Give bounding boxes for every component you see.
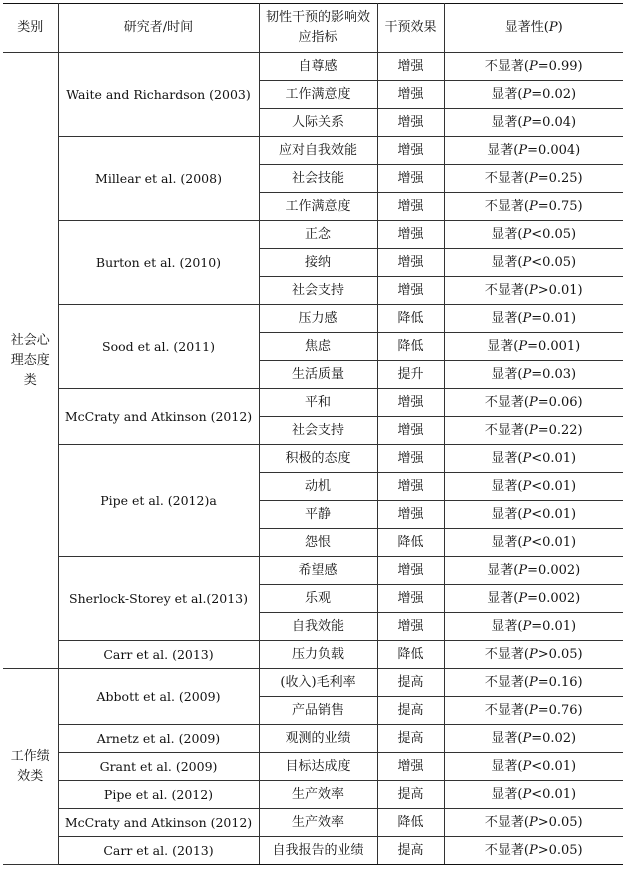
p-variable: P — [522, 226, 532, 242]
effect-cell: 提高 — [377, 669, 444, 697]
effect-cell: 提升 — [377, 361, 444, 389]
p-variable: P — [528, 646, 538, 662]
indicator-cell: 怨恨 — [259, 529, 377, 557]
table-row — [3, 137, 623, 165]
category-cell: 社会心理态度类 — [3, 53, 58, 669]
p-variable: P — [528, 422, 538, 438]
significance-cell: 不显著(P=0.99) — [444, 53, 623, 81]
indicator-cell: 人际关系 — [259, 109, 377, 137]
significance-cell: 显著(P=0.004) — [444, 137, 623, 165]
effect-cell: 降低 — [377, 809, 444, 837]
effect-cell: 增强 — [377, 277, 444, 305]
significance-cell: 不显著(P>0.05) — [444, 809, 623, 837]
p-variable: P — [518, 590, 528, 606]
p-variable: P — [528, 58, 538, 74]
significance-cell: 不显著(P=0.25) — [444, 165, 623, 193]
indicator-cell: 接纳 — [259, 249, 377, 277]
p-variable: P — [522, 478, 532, 494]
significance-cell: 显著(P=0.02) — [444, 725, 623, 753]
study-cell: Grant et al. (2009) — [58, 753, 259, 781]
significance-cell: 显著(P<0.01) — [444, 753, 623, 781]
p-variable: P — [528, 842, 538, 858]
table-row — [3, 641, 623, 669]
study-cell: Sherlock-Storey et al.(2013) — [58, 557, 259, 641]
effect-cell: 提高 — [377, 837, 444, 865]
study-cell: Pipe et al. (2012) — [58, 781, 259, 809]
p-variable: P — [522, 310, 532, 326]
effect-cell: 降低 — [377, 529, 444, 557]
significance-cell: 显著(P<0.01) — [444, 501, 623, 529]
table-row — [3, 445, 623, 473]
indicator-cell: 观测的业绩 — [259, 725, 377, 753]
indicator-cell: 工作满意度 — [259, 193, 377, 221]
indicator-cell: 自尊感 — [259, 53, 377, 81]
effect-cell: 增强 — [377, 193, 444, 221]
effect-cell: 降低 — [377, 305, 444, 333]
indicator-cell: 焦虑 — [259, 333, 377, 361]
significance-cell: 显著(P=0.02) — [444, 81, 623, 109]
p-variable: P — [522, 506, 532, 522]
category-cell: 工作绩效类 — [3, 669, 58, 865]
effect-cell: 增强 — [377, 473, 444, 501]
header-indicator: 韧性干预的影响效应指标 — [259, 4, 377, 53]
p-variable: P — [522, 786, 532, 802]
effect-cell: 提高 — [377, 781, 444, 809]
indicator-cell: 动机 — [259, 473, 377, 501]
p-variable: P — [528, 394, 538, 410]
table-row — [3, 389, 623, 417]
indicator-cell: 压力负载 — [259, 641, 377, 669]
effect-cell: 增强 — [377, 81, 444, 109]
indicator-cell: 平和 — [259, 389, 377, 417]
effect-cell: 提高 — [377, 697, 444, 725]
study-cell: Sood et al. (2011) — [58, 305, 259, 389]
study-cell: Carr et al. (2013) — [58, 641, 259, 669]
indicator-cell: 社会支持 — [259, 417, 377, 445]
p-variable: P — [522, 114, 532, 130]
table-row — [3, 221, 623, 249]
significance-cell: 不显著(P>0.05) — [444, 641, 623, 669]
indicator-cell: 工作满意度 — [259, 81, 377, 109]
significance-cell: 显著(P<0.01) — [444, 445, 623, 473]
effect-cell: 增强 — [377, 109, 444, 137]
significance-cell: 不显著(P>0.01) — [444, 277, 623, 305]
study-cell: Abbott et al. (2009) — [58, 669, 259, 725]
significance-cell: 显著(P<0.05) — [444, 249, 623, 277]
p-variable: P — [518, 338, 528, 354]
effect-cell: 降低 — [377, 333, 444, 361]
table-row — [3, 753, 623, 781]
significance-cell: 显著(P<0.01) — [444, 529, 623, 557]
effect-cell: 增强 — [377, 165, 444, 193]
significance-cell: 显著(P<0.01) — [444, 781, 623, 809]
effect-cell: 增强 — [377, 613, 444, 641]
table-row — [3, 53, 623, 81]
effect-cell: 增强 — [377, 501, 444, 529]
indicator-cell: 平静 — [259, 501, 377, 529]
table-row — [3, 725, 623, 753]
significance-cell: 不显著(P=0.22) — [444, 417, 623, 445]
effect-cell: 提高 — [377, 725, 444, 753]
indicator-cell: 希望感 — [259, 557, 377, 585]
p-variable: P — [522, 86, 532, 102]
p-variable: P — [518, 142, 528, 158]
p-variable: P — [522, 254, 532, 270]
header-significance: 显著性(P) — [444, 4, 623, 53]
indicator-cell: 生活质量 — [259, 361, 377, 389]
effect-cell: 增强 — [377, 753, 444, 781]
significance-cell: 显著(P=0.03) — [444, 361, 623, 389]
study-cell: Waite and Richardson (2003) — [58, 53, 259, 137]
indicator-cell: 乐观 — [259, 585, 377, 613]
significance-cell: 显著(P<0.01) — [444, 473, 623, 501]
effect-cell: 增强 — [377, 53, 444, 81]
indicator-cell: 社会支持 — [259, 277, 377, 305]
p-variable: P — [522, 534, 532, 550]
resilience-intervention-table — [3, 3, 623, 865]
indicator-cell: (收入)毛利率 — [259, 669, 377, 697]
significance-cell: 不显著(P=0.16) — [444, 669, 623, 697]
p-variable: P — [522, 450, 532, 466]
indicator-cell: 社会技能 — [259, 165, 377, 193]
effect-cell: 降低 — [377, 641, 444, 669]
indicator-cell: 正念 — [259, 221, 377, 249]
effect-cell: 增强 — [377, 585, 444, 613]
indicator-cell: 产品销售 — [259, 697, 377, 725]
significance-cell: 显著(P=0.001) — [444, 333, 623, 361]
p-variable: P — [522, 758, 532, 774]
study-cell: Arnetz et al. (2009) — [58, 725, 259, 753]
table-row — [3, 837, 623, 865]
p-variable: P — [528, 282, 538, 298]
indicator-cell: 自我报告的业绩 — [259, 837, 377, 865]
indicator-cell: 目标达成度 — [259, 753, 377, 781]
significance-cell: 显著(P=0.002) — [444, 585, 623, 613]
p-variable: P — [528, 170, 538, 186]
table-row — [3, 809, 623, 837]
table-header-row — [3, 4, 623, 53]
effect-cell: 增强 — [377, 221, 444, 249]
indicator-cell: 应对自我效能 — [259, 137, 377, 165]
significance-cell: 显著(P=0.04) — [444, 109, 623, 137]
study-cell: McCraty and Atkinson (2012) — [58, 389, 259, 445]
study-cell: Burton et al. (2010) — [58, 221, 259, 305]
study-cell: Pipe et al. (2012)a — [58, 445, 259, 557]
header-effect: 干预效果 — [377, 4, 444, 53]
header-researcher: 研究者/时间 — [58, 4, 259, 53]
p-variable: P — [518, 562, 528, 578]
study-cell: McCraty and Atkinson (2012) — [58, 809, 259, 837]
p-variable: P — [528, 702, 538, 718]
table-row — [3, 781, 623, 809]
p-variable: P — [522, 618, 532, 634]
indicator-cell: 生产效率 — [259, 781, 377, 809]
significance-cell: 显著(P=0.01) — [444, 613, 623, 641]
header-category: 类别 — [3, 4, 58, 53]
indicator-cell: 自我效能 — [259, 613, 377, 641]
effect-cell: 增强 — [377, 445, 444, 473]
effect-cell: 增强 — [377, 249, 444, 277]
table-row — [3, 669, 623, 697]
indicator-cell: 积极的态度 — [259, 445, 377, 473]
effect-cell: 增强 — [377, 557, 444, 585]
table-row — [3, 305, 623, 333]
effect-cell: 增强 — [377, 389, 444, 417]
p-variable: P — [522, 730, 532, 746]
significance-cell: 显著(P=0.002) — [444, 557, 623, 585]
significance-cell: 不显著(P=0.76) — [444, 697, 623, 725]
significance-cell: 不显著(P=0.06) — [444, 389, 623, 417]
significance-cell: 不显著(P=0.75) — [444, 193, 623, 221]
significance-cell: 显著(P<0.05) — [444, 221, 623, 249]
study-cell: Carr et al. (2013) — [58, 837, 259, 865]
significance-cell: 不显著(P>0.05) — [444, 837, 623, 865]
effect-cell: 增强 — [377, 417, 444, 445]
table-row — [3, 557, 623, 585]
indicator-cell: 生产效率 — [259, 809, 377, 837]
p-variable: P — [528, 814, 538, 830]
p-variable: P — [528, 198, 538, 214]
effect-cell: 增强 — [377, 137, 444, 165]
p-variable: P — [522, 366, 532, 382]
indicator-cell: 压力感 — [259, 305, 377, 333]
study-cell: Millear et al. (2008) — [58, 137, 259, 221]
significance-cell: 显著(P=0.01) — [444, 305, 623, 333]
p-variable: P — [528, 674, 538, 690]
